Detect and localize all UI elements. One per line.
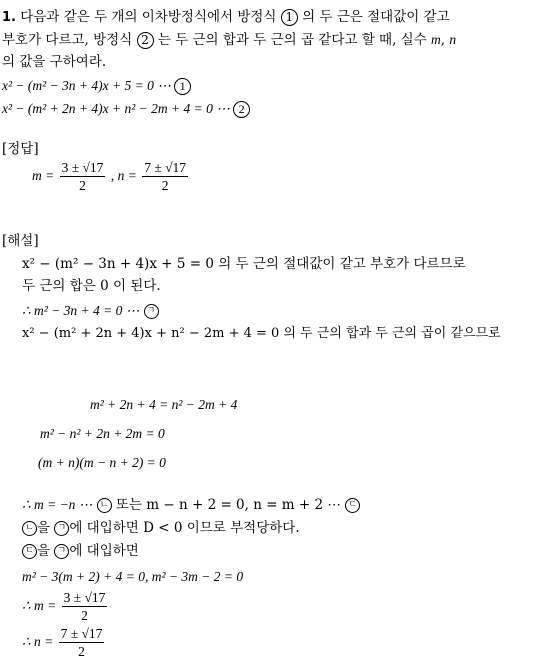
equation-1 [2, 77, 191, 95]
circled-nieun-marker: ㄴ [97, 498, 112, 513]
solution-n-denominator: 2 [78, 644, 85, 660]
answer-n-denominator: 2 [161, 178, 169, 194]
answer-line [32, 158, 190, 194]
equation-step-3: (m + n)(m − n + 2) = 0 [38, 455, 166, 470]
equation-step-1: m² + 2n + 4 = n² − 2m + 4 [90, 397, 238, 412]
solution-n-fraction [59, 625, 105, 660]
circled-nieun-ref: ㄴ [22, 521, 37, 536]
solution-line-1: x² − (m² − 3n + 4)x + 5 = 0 의 두 근의 절대값이 같고 부호가 다르므로 [22, 256, 466, 272]
circled-giyeok-ref: ㄱ [54, 521, 69, 536]
solution-n-numerator: 7 ± √17 [60, 626, 103, 642]
solution-line-5-a: ∴ m = −n ⋯ [22, 497, 93, 512]
answer-m-lhs: m = [32, 168, 55, 183]
problem-text-2b: 는 두 근의 합과 두 근의 곱 같다고 할 때, 실수 [157, 32, 427, 48]
problem-line-2: 부호가 다르고, 방정식 2 는 두 근의 합과 두 근의 곱 같다고 할 때, 실수 m, n [2, 32, 457, 48]
solution-m-numerator: 3 ± √17 [63, 590, 106, 606]
answer-n-fraction [142, 159, 188, 194]
solution-line-3 [22, 302, 159, 320]
variable-m: m [431, 32, 441, 47]
solution-m-fraction [62, 589, 108, 624]
equation-1-text: x² − (m² − 3n + 4)x + 5 = 0 ⋯ [2, 78, 171, 93]
circled-digeut-marker: ㄷ [345, 498, 360, 513]
solution-line-6 [22, 519, 300, 537]
solution-line-6-a: 을 [37, 520, 51, 536]
equation-2 [2, 100, 250, 118]
problem-text-1b: 의 두 근은 절대값이 같고 [302, 9, 450, 25]
variable-n: n [449, 32, 457, 47]
problem-line-3 [2, 53, 106, 71]
solution-n-lhs: ∴ n = [22, 634, 54, 649]
equation-1-marker: 1 [174, 78, 191, 95]
problem-text-1a: 다음과 같은 두 개의 이차방정식에서 방정식 [20, 9, 277, 25]
solution-line-4: x² − (m² + 2n + 4)x + n² − 2m + 4 = 0 의 두 근의 합과 두 근의 곱이 같으므로 [22, 326, 501, 341]
answer-n-lhs: n = [117, 168, 137, 183]
solution-n-result [22, 624, 106, 660]
solution-line-5-b: 또는 m − n + 2 = 0, n = m + 2 ⋯ [115, 497, 341, 513]
solution-m-result [22, 588, 109, 624]
circled-number-2: 2 [137, 32, 154, 49]
answer-m-fraction [60, 159, 106, 194]
problem-number: 1. [2, 10, 16, 25]
problem-line-1 [2, 8, 450, 27]
answer-separator: , [110, 168, 115, 183]
solution-m-denominator: 2 [81, 608, 88, 624]
solution-label: [해설] [2, 233, 39, 249]
solution-line-7-b: 에 대입하면 [69, 543, 139, 559]
equation-2-marker: 2 [233, 101, 250, 118]
circled-giyeok-marker: ㄱ [144, 304, 159, 319]
equation-2-text: x² − (m² + 2n + 4)x + n² − 2m + 4 = 0 ⋯ [2, 101, 230, 116]
solution-line-8: m² − 3(m + 2) + 4 = 0, m² − 3m − 2 = 0 [22, 569, 244, 584]
solution-line-7 [22, 542, 139, 560]
solution-m-lhs: ∴ m = [22, 598, 57, 613]
circled-digeut-ref: ㄷ [22, 544, 37, 559]
solution-line-2: 두 근의 합은 0 이 된다. [22, 278, 161, 294]
answer-m-denominator: 2 [79, 178, 86, 194]
circled-giyeok-ref-2: ㄱ [54, 544, 69, 559]
circled-number-1: 1 [281, 9, 298, 26]
solution-line-7-a: 을 [37, 543, 51, 559]
solution-line-3-text: ∴ m² − 3n + 4 = 0 ⋯ [22, 303, 140, 318]
problem-text-2a: 부호가 다르고, 방정식 [2, 32, 133, 48]
answer-n-numerator: 7 ± √17 [144, 160, 187, 176]
equation-step-2: m² − n² + 2n + 2m = 0 [40, 426, 165, 441]
solution-line-5 [22, 496, 360, 514]
problem-text-3: 의 값을 구하여라. [2, 54, 107, 70]
answer-m-numerator: 3 ± √17 [61, 160, 104, 176]
answer-label: [정답] [2, 141, 39, 157]
solution-line-6-b: 에 대입하면 D < 0 이므로 부적당하다. [69, 520, 300, 536]
